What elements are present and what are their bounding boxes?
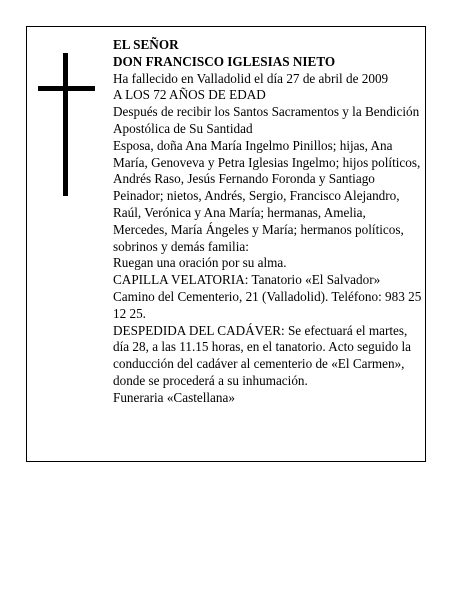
heading-title: EL SEÑOR (113, 37, 179, 52)
sacraments-paragraph: Después de recibir los Santos Sacramentos y la Bendición Apostólica de Su Santidad (113, 104, 420, 136)
age-line: A LOS 72 AÑOS DE EDAD (113, 87, 266, 103)
deceased-name: DON FRANCISCO IGLESIAS NIETO (113, 53, 336, 69)
cross-icon-vertical-bar (63, 53, 68, 196)
funeral-home-line: Funeraria «Castellana» (113, 389, 235, 405)
cross-icon-horizontal-bar (38, 86, 95, 91)
family-paragraph: Esposa, doña Ana María Ingelmo Pinillos; hijas, Ana María, Genoveva y Petra Iglesias Ingelmo; hijos políticos, Andrés Raso, Jesús Fernando Foronda y Santiago Peinador; nietos, Andrés, Sergio, Francisco Alejandro, Raúl, Verónica y Ana María; hermanas, Amelia, Mercedes, María Ángeles y María; hermanos políticos, sobrinos y demás familia: (113, 137, 421, 254)
prayer-line: Ruegan una oración por su alma. (113, 255, 287, 271)
obituary-text (113, 37, 423, 407)
chapel-paragraph: CAPILLA VELATORIA: Tanatorio «El Salvador» Camino del Cementerio, 21 (Valladolid). Teléfono: 983 25 12 25. (113, 272, 422, 321)
death-line: Ha fallecido en Valladolid el día 27 de abril de 2009 (113, 70, 389, 86)
farewell-paragraph: DESPEDIDA DEL CADÁVER: Se efectuará el martes, día 28, a las 11.15 horas, en el tanatorio. Acto seguido la conducción del cadáver al cementerio de «El Carmen», donde se procederá a su inhumación. (113, 322, 411, 388)
